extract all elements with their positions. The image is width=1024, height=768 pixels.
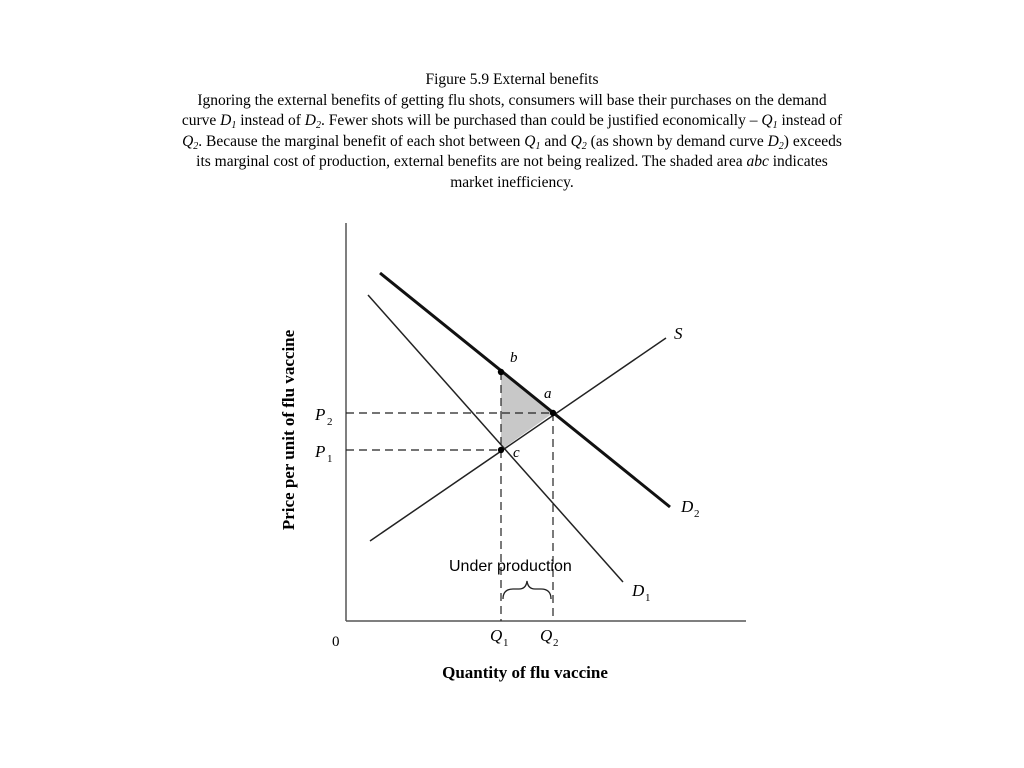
- caption-d2: D: [767, 132, 779, 150]
- d2-letter: D: [681, 497, 694, 516]
- q1-subscript: 1: [503, 637, 509, 649]
- y-axis-title: Price per unit of flu vaccine: [279, 329, 298, 531]
- x-axis-title: Quantity of flu vaccine: [442, 663, 608, 682]
- caption-text: instead of: [777, 112, 843, 130]
- p2-label: [314, 405, 333, 428]
- q1-letter: Q: [490, 626, 503, 645]
- caption-q2: Q: [182, 132, 194, 150]
- caption-q2-sub: 2: [193, 140, 199, 152]
- supply-curve: [370, 338, 666, 541]
- p2-subscript: 2: [327, 416, 333, 428]
- d1-label: [631, 581, 651, 604]
- q1-label: [490, 626, 509, 649]
- caption-text: ) exceeds its marginal cost of production, external benefits are not being realized. The shaded area: [196, 132, 842, 171]
- d1-letter: D: [632, 581, 645, 600]
- point-b-dot: [498, 369, 504, 375]
- point-c-dot: [498, 447, 504, 453]
- caption-text: indicates market inefficiency.: [450, 153, 828, 191]
- caption-d2-sub: 2: [316, 120, 321, 132]
- d2-subscript: 2: [694, 508, 700, 520]
- p1-label: [314, 442, 333, 465]
- caption-q1: Q: [524, 132, 536, 150]
- caption-q2: Q: [570, 132, 582, 150]
- point-a-dot: [550, 410, 556, 416]
- under-production-label: Under production: [449, 558, 572, 575]
- caption-text: Ignoring the external benefits of getting flu shots, consumers will base their purchases on the demand curve: [181, 91, 827, 130]
- caption-text: . Because the marginal benefit of each shot between: [198, 132, 525, 150]
- caption-text: (as shown by demand curve: [586, 132, 768, 150]
- caption-d2: D: [304, 112, 316, 130]
- point-b-label: b: [510, 350, 518, 366]
- d2-label: [680, 497, 700, 520]
- caption-text: . Fewer shots will be purchased than could be justified economically –: [321, 112, 762, 130]
- caption-text: and: [540, 132, 571, 150]
- caption-q1-sub: 1: [772, 120, 778, 132]
- point-a-label: a: [544, 386, 552, 402]
- caption-d1-sub: 1: [231, 120, 237, 132]
- q2-letter: Q: [540, 626, 553, 645]
- p1-letter: P: [315, 442, 326, 461]
- q2-label: [540, 626, 559, 649]
- shaded-area-abc: [501, 372, 553, 450]
- caption-d1: D: [220, 112, 232, 130]
- q2-subscript: 2: [553, 637, 559, 649]
- p1-subscript: 1: [327, 453, 333, 465]
- point-c-label: c: [513, 445, 520, 461]
- caption-abc: abc: [746, 153, 769, 171]
- supply-label: S: [674, 324, 683, 343]
- under-production-brace: [503, 581, 551, 599]
- caption-q1-sub: 1: [535, 140, 541, 152]
- p2-letter: P: [315, 405, 326, 424]
- caption-title: Figure 5.9 External benefits: [425, 71, 599, 88]
- caption-q1: Q: [761, 112, 773, 130]
- caption-text: instead of: [236, 112, 305, 130]
- caption-q2-sub: 2: [581, 140, 587, 152]
- caption-d2-sub: 2: [778, 140, 784, 152]
- origin-label: 0: [332, 634, 340, 650]
- d1-subscript: 1: [645, 592, 651, 604]
